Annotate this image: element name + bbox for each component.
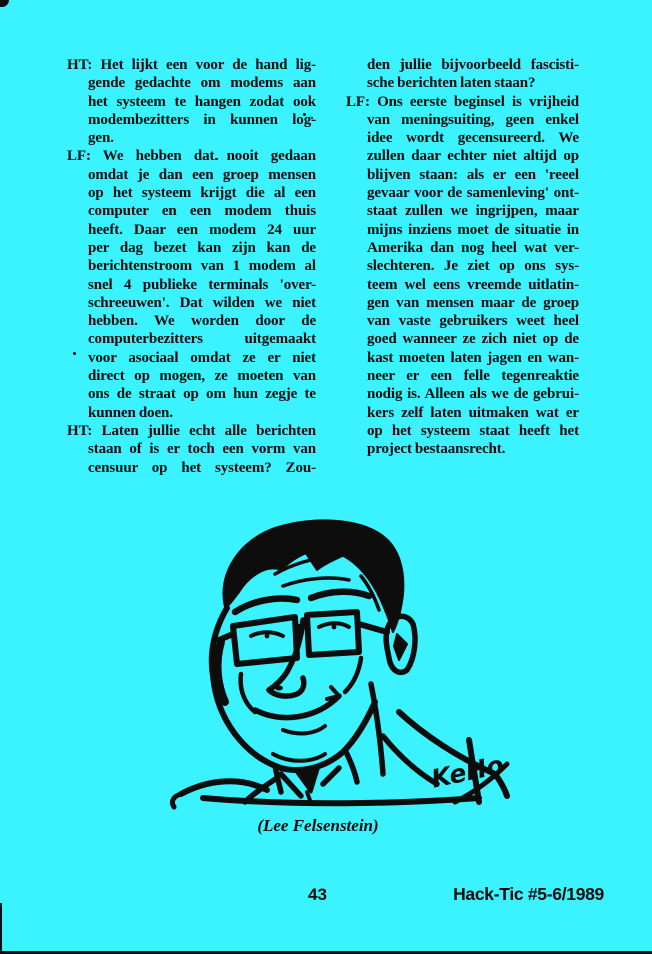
artist-signature: KeHo [428, 750, 507, 794]
text-line: snel 4 publieke terminals 'over- [88, 276, 316, 293]
text-line: Amerika dan nog heel wat ver- [367, 239, 579, 256]
text-line: gen. [88, 130, 114, 147]
text-line: van vaste gebruikers weet heel [367, 313, 579, 330]
text-line: den jullie bijvoorbeeld fascisti- [367, 57, 579, 73]
text-line: neer er een felle tegenreaktie [367, 368, 579, 385]
text-line: op het systeem krijgt die al een [88, 185, 316, 202]
text-line: kers zelf laten uitmaken wat er [367, 404, 579, 421]
text-line: zullen daar echter niet altijd op [367, 148, 579, 165]
scan-edge-artifact [0, 903, 2, 954]
text-line: teem wel eens vreemde uitlatin- [367, 276, 579, 293]
text-line: van meningsuiting, geen enkel [367, 111, 579, 128]
text-line: gevaar voor de samenleving' ont- [367, 185, 579, 202]
text-line: per dag bezet kan zijn kan de [88, 239, 316, 256]
text-line: HT: Laten jullie echt alle berichten [67, 422, 316, 439]
text-line: ons de straat op om hun zegje te [88, 386, 316, 403]
text-line: nodig is. Alleen als we de gebrui- [367, 386, 579, 403]
text-line: computer en een modem thuis [88, 203, 316, 220]
article-column-right [346, 56, 579, 459]
text-line: sche berichten laten staan? [367, 75, 536, 92]
text-line: het systeem te hangen zodat ook [88, 93, 316, 110]
text-line: omdat je dan een groep mensen [88, 166, 316, 183]
portrait-caption: (Lee Felsenstein) [257, 816, 379, 835]
text-line: kunnen doen. [88, 404, 173, 421]
article-column-left [67, 56, 316, 477]
page-number: 43 [308, 885, 327, 904]
text-line: voor asociaal omdat ze er niet [88, 349, 316, 366]
text-line: op het systeem staat heeft het [367, 422, 579, 439]
text-line: project bestaansrecht. [367, 441, 506, 458]
text-line: staat zullen we ingrijpen, maar [367, 203, 579, 220]
text-line: HT: Het lijkt een voor de hand lig- [67, 57, 316, 73]
text-line: computerbezitters uitgemaakt [88, 331, 316, 348]
text-line: staan of is er toch een vorm van [88, 441, 316, 458]
text-line: LF: Ons eerste beginsel is vrijheid [346, 93, 579, 110]
text-line: berichtenstroom van 1 modem al [88, 258, 316, 275]
issue-label: Hack-Tic #5-6/1989 [453, 884, 604, 904]
text-line: idee wordt gecensureerd. We [367, 130, 579, 147]
text-line: slechteren. Je ziet op ons sys- [367, 258, 579, 275]
text-line: gen van mensen maar de groep [367, 294, 579, 311]
text-line: kast moeten laten jagen en wan- [367, 349, 579, 366]
text-line: gende gedachte om modems aan [88, 75, 316, 92]
text-line: censuur op het systeem? Zou- [88, 459, 316, 476]
text-line: blijven staan: als er een 'reeel [367, 166, 579, 183]
text-line: hebben. We worden door de [88, 313, 316, 330]
portrait-illustration [155, 512, 575, 812]
text-line: direct op mogen, ze moeten van [88, 368, 316, 385]
scan-corner-artifact [0, 0, 9, 7]
text-line: heeft. Daar een modem 24 uur [88, 221, 316, 238]
portrait-drawing-icon [155, 512, 575, 812]
text-line: goed wanneer ze zich niet op de [367, 331, 579, 348]
text-line: LF: We hebben dat nooit gedaan [67, 148, 316, 165]
text-line: modembezitters in kunnen log- [88, 111, 316, 128]
text-line: mijns inziens moet de situatie in [367, 221, 579, 238]
text-line: schreeuwen'. Dat wilden we niet [88, 294, 316, 311]
